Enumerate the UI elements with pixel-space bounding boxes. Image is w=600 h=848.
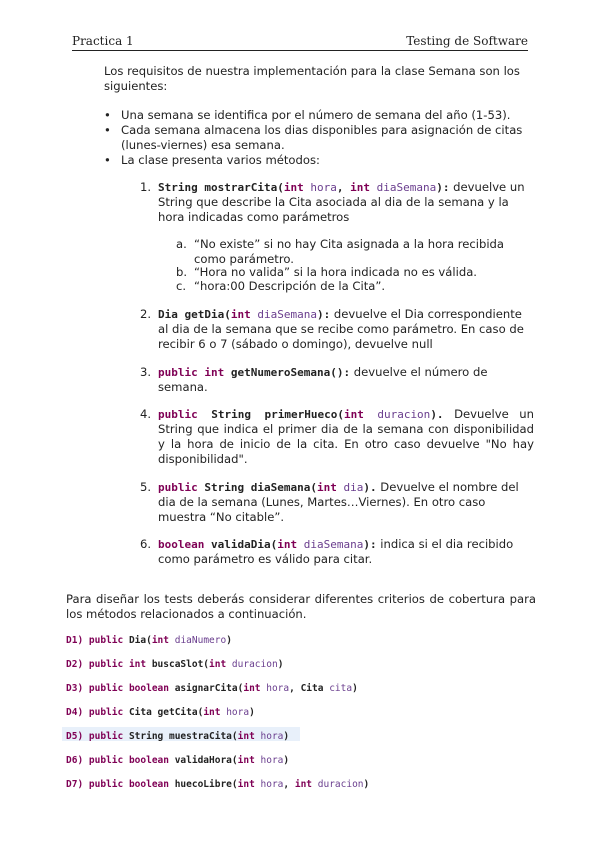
line-label: D4) (66, 707, 89, 718)
method-3: public int getNumeroSemana(): devuelve el número de semana. (158, 365, 488, 394)
param-name: diaNumero (174, 635, 227, 646)
sub-c-label: c. (176, 279, 187, 293)
param-type: int (237, 755, 261, 766)
line-label: D7) (66, 779, 89, 790)
line-label: D2) (66, 659, 89, 670)
line-label: D1) (66, 635, 89, 646)
param-type: int (209, 659, 232, 670)
method-name: validaHora( (174, 755, 238, 766)
method-signature-line (66, 659, 283, 670)
keyword: public (88, 755, 129, 766)
closing-paragraph: Para diseñar los tests deberás considerar diferentes criterios de cobertura para los métodos relacionados a continuación. (66, 592, 536, 621)
keyword: public (88, 707, 129, 718)
closing-paren: ) (363, 779, 370, 790)
closing-paren: ) (249, 707, 255, 718)
method-6-number: 6. (140, 537, 152, 551)
bullet-2: Cada semana almacena los dias disponibles para asignación de citas (lunes-viernes) esa semana. (121, 123, 523, 152)
method-1-number: 1. (140, 180, 152, 194)
return-type: boolean (128, 755, 175, 766)
intro-paragraph: Los requisitos de nuestra implementación para la clase Semana son los siguientes: (104, 64, 520, 93)
param-type: int (237, 779, 261, 790)
line-label: D5) (66, 731, 89, 742)
return-type: int (128, 659, 152, 670)
param-name: hora (260, 755, 284, 766)
param-name: hora (226, 707, 250, 718)
page-header (72, 32, 528, 51)
bullet-3: La clase presenta varios métodos: (121, 153, 320, 167)
method-6: boolean validaDia(int diaSemana): indica si el dia recibido como parámetro es válido para citar. (158, 537, 514, 566)
param-name: cita (329, 683, 353, 694)
closing-paren: ) (277, 659, 284, 670)
closing-paren: ) (283, 755, 290, 766)
method-1: String mostrarCita(int hora, int diaSemana): devuelve un String que describe la Cita asociada al dia de la semana y la hora indicadas como parámetros (158, 180, 525, 224)
keyword: public (88, 731, 129, 742)
separator: , (283, 779, 295, 790)
bullet-dot: • (104, 108, 111, 122)
method-4-number: 4. (140, 407, 152, 421)
keyword: public (88, 779, 129, 790)
sub-b-text: “Hora no valida” si la hora indicada no es válida. (194, 265, 477, 279)
param-name: hora (260, 731, 284, 742)
param-type: int (151, 635, 175, 646)
param-type: int (237, 731, 261, 742)
param-name: duracion (317, 779, 364, 790)
method-name: Dia( (128, 635, 152, 646)
method-4: public String primerHueco(int duracion). Devuelve un String que indica el primer dia de la semana con disponibilidad y la hora de inicio de la cita. En otro caso devuelve "No hay disponibilidad". (158, 407, 534, 466)
method-signature-line (66, 683, 358, 694)
keyword: public (88, 683, 129, 694)
return-type: Cita (128, 707, 158, 718)
separator: , (289, 683, 301, 694)
closing-paren: ) (283, 731, 290, 742)
method-signature-line (66, 707, 255, 718)
method-name: muestraCita( (168, 731, 238, 742)
bullet-1: Una semana se identifica por el número de semana del año (1-53). (121, 108, 511, 122)
header-right: Testing de Software (406, 34, 528, 48)
method-5: public String diaSemana(int dia). Devuelve el nombre del dia de la semana (Lunes, Martes…Viernes). En otro caso muestra “No citable”. (158, 480, 519, 524)
return-type: boolean (128, 779, 175, 790)
sub-b-label: b. (176, 265, 188, 279)
bullet-dot: • (104, 153, 111, 167)
method-signature-line (66, 731, 289, 742)
param-name: hora (260, 779, 284, 790)
line-label: D3) (66, 683, 89, 694)
sub-c-text: “hora:00 Descripción de la Cita”. (194, 279, 386, 293)
method-signature-line (66, 755, 289, 766)
closing-paren: ) (352, 683, 358, 694)
method-2-number: 2. (140, 307, 152, 321)
keyword: public (88, 659, 129, 670)
method-3-number: 3. (140, 365, 152, 379)
method-name: getCita( (157, 707, 204, 718)
sub-a-label: a. (176, 237, 187, 251)
method-signature-line (66, 635, 232, 646)
return-type: String (128, 731, 169, 742)
method-name: huecoLibre( (174, 779, 238, 790)
method-2: Dia getDia(int diaSemana): devuelve el Dia correspondiente al dia de la semana que se recibe como parámetro. En caso de recibir 6 o 7 (sábado o domingo), devuelve null (158, 307, 524, 351)
line-label: D6) (66, 755, 89, 766)
param-name: duracion (231, 659, 278, 670)
method-name: asignarCita( (174, 683, 244, 694)
closing-paren: ) (226, 635, 232, 646)
param-type: Cita (300, 683, 330, 694)
sub-a-text: “No existe” si no hay Cita asignada a la hora recibida como parámetro. (194, 237, 505, 266)
method-5-number: 5. (140, 480, 152, 494)
param-type: int (243, 683, 267, 694)
method-signature-line (66, 779, 369, 790)
keyword: public (88, 635, 129, 646)
param-type: int (203, 707, 227, 718)
param-type: int (294, 779, 318, 790)
bullet-dot: • (104, 123, 111, 137)
header-left: Practica 1 (72, 34, 134, 48)
return-type: boolean (128, 683, 175, 694)
method-name: buscaSlot( (151, 659, 210, 670)
param-name: hora (266, 683, 290, 694)
